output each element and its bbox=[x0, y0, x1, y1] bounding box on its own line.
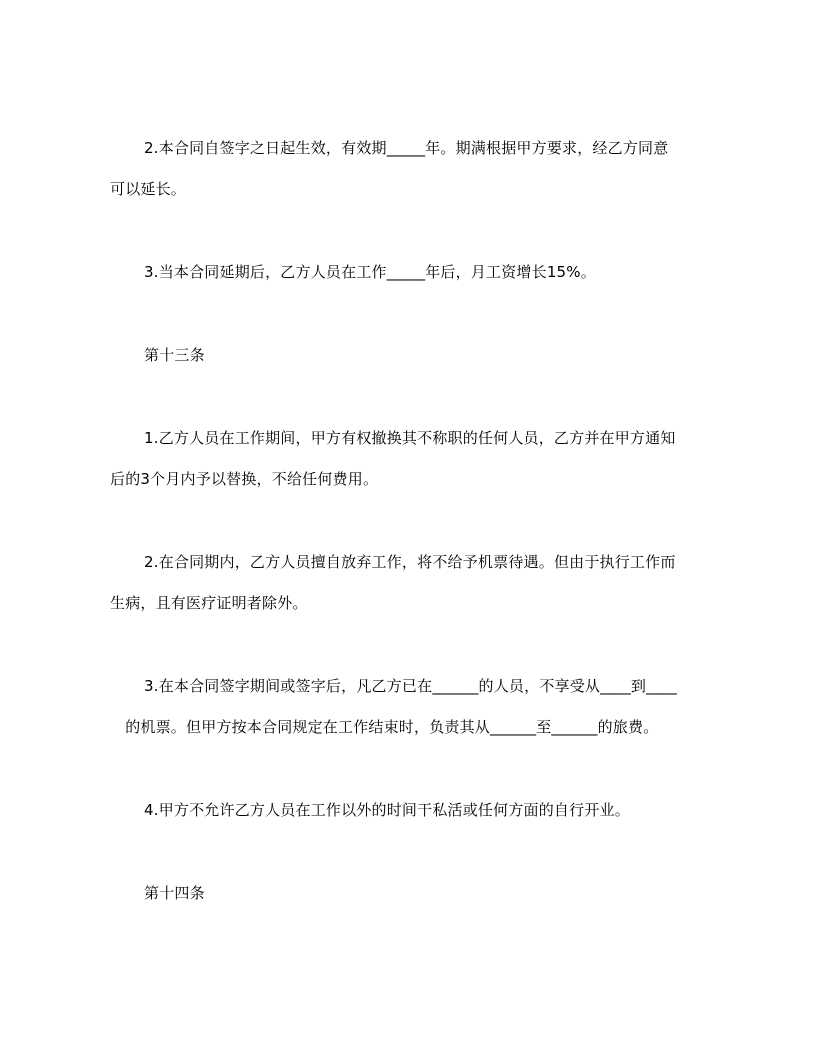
paragraph-13-1-line-1: 1.乙方人员在工作期间，甲方有权撤换其不称职的任何人员，乙方并在甲方通知 bbox=[144, 429, 676, 447]
paragraph-12-2-line-2: 可以延长。 bbox=[110, 180, 187, 198]
paragraph-13-4: 4.甲方不允许乙方人员在工作以外的时间干私活或任何方面的自行开业。 bbox=[144, 801, 630, 819]
article-13-heading: 第十三条 bbox=[144, 346, 205, 364]
paragraph-13-3-line-2: 的机票。但甲方按本合同规定在工作结束时，负责其从______至______的旅费。 bbox=[110, 718, 659, 736]
paragraph-13-3-line-1: 3.在本合同签字期间或签字后，凡乙方已在______的人员，不享受从____到____ bbox=[144, 677, 677, 695]
paragraph-13-2-line-1: 2.在合同期内，乙方人员擅自放弃工作，将不给予机票待遇。但由于执行工作而 bbox=[144, 553, 676, 571]
paragraph-13-2-line-2: 生病，且有医疗证明者除外。 bbox=[110, 594, 308, 612]
article-14-heading: 第十四条 bbox=[144, 884, 205, 902]
paragraph-12-2-line-1: 2.本合同自签字之日起生效，有效期_____年。期满根据甲方要求，经乙方同意 bbox=[144, 139, 669, 157]
paragraph-13-1-line-2: 后的3个月内予以替换，不给任何费用。 bbox=[110, 470, 379, 488]
paragraph-12-3: 3.当本合同延期后，乙方人员在工作_____年后，月工资增长15%。 bbox=[144, 263, 596, 281]
